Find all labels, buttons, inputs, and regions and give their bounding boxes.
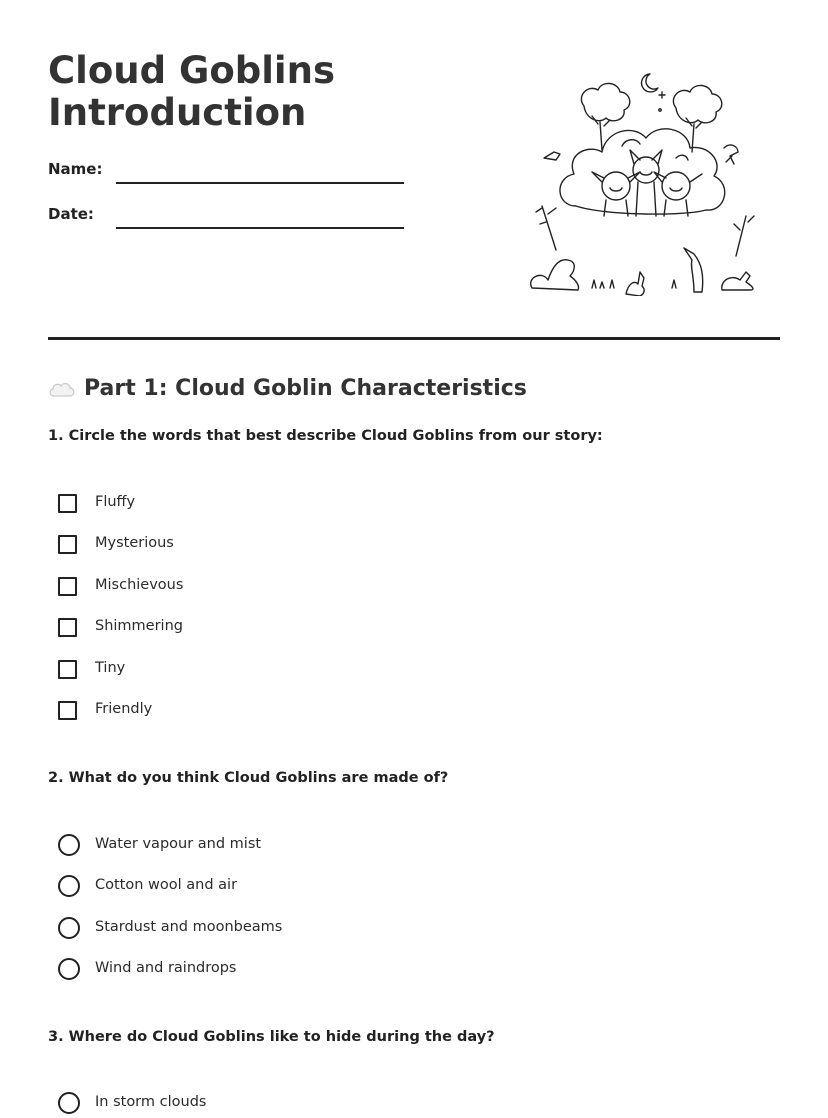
section-divider xyxy=(48,337,780,340)
page-title xyxy=(48,50,428,134)
part1-heading xyxy=(48,374,527,404)
date-field xyxy=(48,205,408,235)
option-label: Mischievous xyxy=(95,577,184,593)
question-3: 3. Where do Cloud Goblins like to hide during the day? xyxy=(48,1029,495,1045)
radio-button[interactable] xyxy=(58,958,80,980)
checkbox[interactable] xyxy=(58,494,77,513)
radio-button[interactable] xyxy=(58,875,80,897)
option-label: Cotton wool and air xyxy=(95,877,238,893)
cloud-icon xyxy=(48,379,76,399)
name-line[interactable] xyxy=(116,182,404,184)
q1-option-mysterious[interactable] xyxy=(58,531,174,557)
title-line-1: Cloud Goblins xyxy=(48,49,335,92)
q1-option-friendly[interactable] xyxy=(58,697,153,723)
option-label: Stardust and moonbeams xyxy=(95,919,283,935)
checkbox[interactable] xyxy=(58,577,77,596)
title-line-2: Introduction xyxy=(48,91,307,134)
option-label: Mysterious xyxy=(95,535,174,551)
date-line[interactable] xyxy=(116,227,404,229)
checkbox[interactable] xyxy=(58,618,77,637)
checkbox[interactable] xyxy=(58,701,77,720)
question-2: 2. What do you think Cloud Goblins are made of? xyxy=(48,770,449,786)
q3-option-storm-clouds[interactable] xyxy=(58,1090,207,1116)
q1-option-mischievous[interactable] xyxy=(58,573,184,599)
q2-option-stardust[interactable] xyxy=(58,915,283,941)
option-label: Friendly xyxy=(95,701,153,717)
q1-option-fluffy[interactable] xyxy=(58,490,136,516)
option-label: Fluffy xyxy=(95,494,136,510)
date-label: Date: xyxy=(48,205,94,223)
checkbox[interactable] xyxy=(58,535,77,554)
radio-button[interactable] xyxy=(58,1092,80,1114)
cloud-goblins-illustration xyxy=(526,66,766,296)
name-field xyxy=(48,160,408,190)
name-label: Name: xyxy=(48,160,103,178)
radio-button[interactable] xyxy=(58,834,80,856)
q2-option-cotton-wool[interactable] xyxy=(58,873,238,899)
checkbox[interactable] xyxy=(58,660,77,679)
radio-button[interactable] xyxy=(58,917,80,939)
worksheet-page xyxy=(48,0,780,1118)
option-label: Shimmering xyxy=(95,618,183,634)
q2-option-wind[interactable] xyxy=(58,956,237,982)
q2-option-water-vapour[interactable] xyxy=(58,832,262,858)
q1-option-shimmering[interactable] xyxy=(58,614,183,640)
option-label: Tiny xyxy=(95,660,126,676)
option-label: Water vapour and mist xyxy=(95,836,262,852)
option-label: Wind and raindrops xyxy=(95,960,237,976)
question-1: 1. Circle the words that best describe Cloud Goblins from our story: xyxy=(48,428,603,444)
q1-option-tiny[interactable] xyxy=(58,656,126,682)
option-label: In storm clouds xyxy=(95,1094,207,1110)
part1-heading-text: Part 1: Cloud Goblin Characteristics xyxy=(84,376,527,401)
